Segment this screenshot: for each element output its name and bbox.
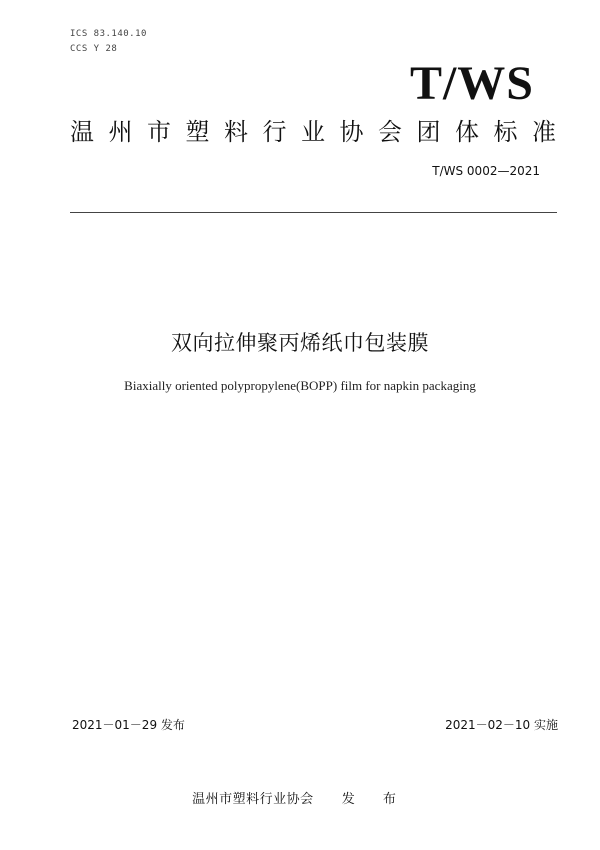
organization-standard-title: 温州市塑料行业协会团体标准 <box>70 118 571 146</box>
publisher-organization: 温州市塑料行业协会 <box>192 792 314 807</box>
publisher-action: 发 布 <box>341 792 408 807</box>
document-title-english: Biaxially oriented polypropylene(BOPP) film for napkin packaging <box>124 378 476 393</box>
header-divider <box>70 212 557 213</box>
publisher-line <box>0 788 600 807</box>
document-title-chinese: 双向拉伸聚丙烯纸巾包装膜 <box>171 331 429 355</box>
standard-number: T/WS 0002—2021 <box>432 164 540 178</box>
implementation-date: 2021－02－10 实施 <box>445 718 558 732</box>
ics-code: ICS 83.140.10 <box>70 29 147 39</box>
standard-logo: T/WS <box>409 57 534 110</box>
ccs-code: CCS Y 28 <box>70 44 118 54</box>
publish-date: 2021－01－29 发布 <box>72 718 185 732</box>
